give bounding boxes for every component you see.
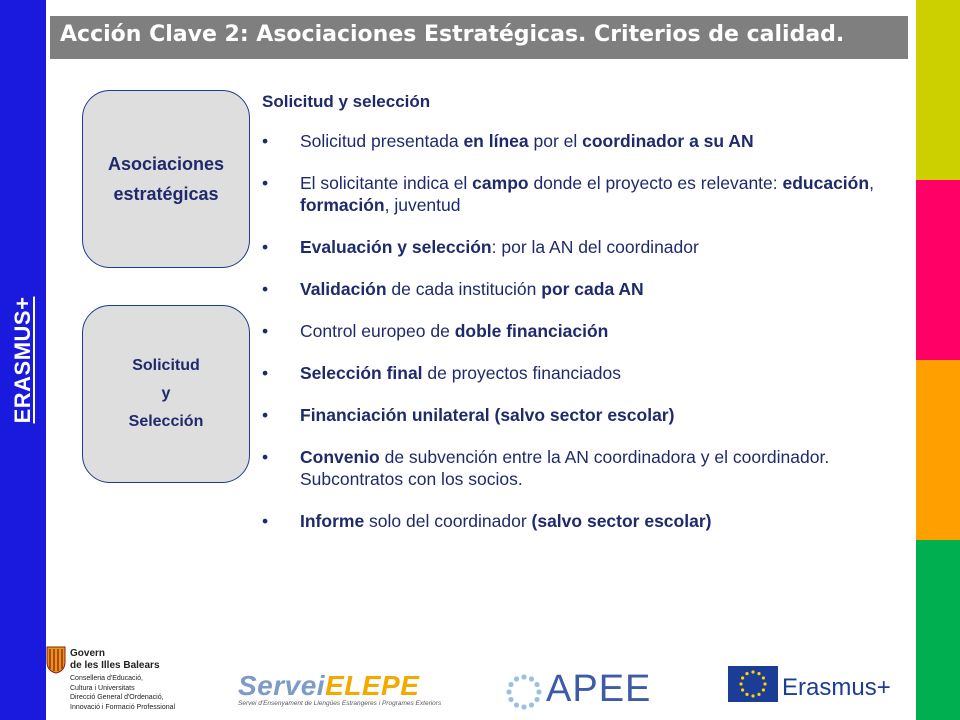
bullet-item (262, 362, 902, 384)
bullet-icon: • (262, 363, 269, 383)
bullet-text: de proyectos financiados (422, 363, 622, 383)
star-circle-icon (506, 674, 542, 710)
bullet-text: El solicitante indica el (300, 173, 473, 193)
color-bar-orange (916, 360, 960, 540)
section-title: Solicitud y selección (262, 92, 431, 111)
bullet-text-bold: Financiación unilateral (salvo sector escolar) (300, 405, 675, 425)
bullet-item (262, 236, 902, 258)
bullet-text-bold: Validación (300, 279, 387, 299)
bullet-item (262, 510, 902, 532)
bullet-text-bold: Convenio (300, 447, 380, 467)
bullet-item (262, 446, 902, 490)
bullet-text-bold: Evaluación y selección (300, 237, 492, 257)
bullet-item (262, 172, 902, 216)
servei-subtitle: Servei d'Ensenyament de Llengües Estrangeres i Programes Exteriors (238, 700, 442, 707)
side-label: ERASMUS+ (10, 296, 35, 424)
erasmus-wordmark: Erasmus+ (782, 674, 891, 701)
govern-subtitle: Conselleria d'Educació, Cultura i Universitats Direcció General d'Ordenació, Innovació i Formació Professional (70, 675, 176, 711)
side-band (0, 0, 46, 720)
pill-line: y (161, 385, 171, 402)
bullet-text: donde el proyecto es relevante: (528, 173, 783, 193)
apee-logo (506, 670, 676, 712)
bullet-text-bold: educación (782, 173, 870, 193)
erasmus-logo (728, 666, 918, 710)
bullet-text-bold: Informe (300, 511, 365, 531)
bullet-text: de subvención entre la AN coordinadora y el coordinador. Subcontratos con los socios. (300, 447, 830, 489)
bullet-text-bold: campo (472, 173, 529, 193)
govern-logo (46, 646, 196, 718)
bullet-icon: • (262, 511, 269, 531)
bullet-text: por el (528, 131, 583, 151)
bullet-icon: • (262, 279, 269, 299)
bullet-item (262, 320, 902, 342)
bullet-text: de cada institución (386, 279, 542, 299)
pill-solicitud (82, 305, 250, 483)
bullet-icon: • (262, 321, 269, 341)
bullet-list (262, 130, 902, 532)
bullet-icon: • (262, 447, 269, 467)
bullet-text: , (869, 173, 874, 193)
slide-title: Acción Clave 2: Asociaciones Estratégicas. Criterios de calidad. (50, 16, 908, 59)
pill-line: Selección (128, 413, 204, 430)
bullet-icon: • (262, 405, 269, 425)
eu-flag-icon (728, 666, 778, 702)
bullet-text-bold: Selección final (300, 363, 423, 383)
bullet-item (262, 404, 902, 426)
pill-asociaciones (82, 90, 250, 268)
color-bar-yellow (916, 0, 960, 180)
content (262, 92, 902, 552)
apee-wordmark: APEE (546, 668, 652, 710)
coat-of-arms-icon (46, 646, 66, 674)
servei-elepe-logo (238, 670, 458, 710)
bullet-text: Solicitud presentada (300, 131, 464, 151)
pill-line: estratégicas (113, 184, 219, 204)
bullet-text: : por la AN del coordinador (491, 237, 699, 257)
bullet-text-bold: (salvo sector escolar) (531, 511, 712, 531)
color-bar-green (916, 540, 960, 720)
bullet-text-bold: por cada AN (541, 279, 644, 299)
bullet-text: Control europeo de (300, 321, 455, 341)
bullet-text-bold: doble financiación (454, 321, 609, 341)
bullet-icon: • (262, 173, 269, 193)
servei-wordmark: ServeiELEPE (238, 670, 420, 701)
footer-logos (46, 640, 916, 720)
bullet-text-bold: formación (300, 195, 385, 215)
bullet-text-bold: en línea (463, 131, 529, 151)
govern-title: Govern de les Illes Balears (70, 648, 160, 671)
bullet-text: , juventud (384, 195, 461, 215)
color-bar-pink (916, 180, 960, 360)
pill-line: Solicitud (132, 357, 200, 374)
bullet-text-bold: coordinador a su AN (582, 131, 754, 151)
bullet-item (262, 278, 902, 300)
bullet-icon: • (262, 237, 269, 257)
bullet-icon: • (262, 131, 269, 151)
bullet-text: solo del coordinador (364, 511, 532, 531)
pill-line: Asociaciones (107, 154, 225, 174)
bullet-item (262, 130, 902, 152)
